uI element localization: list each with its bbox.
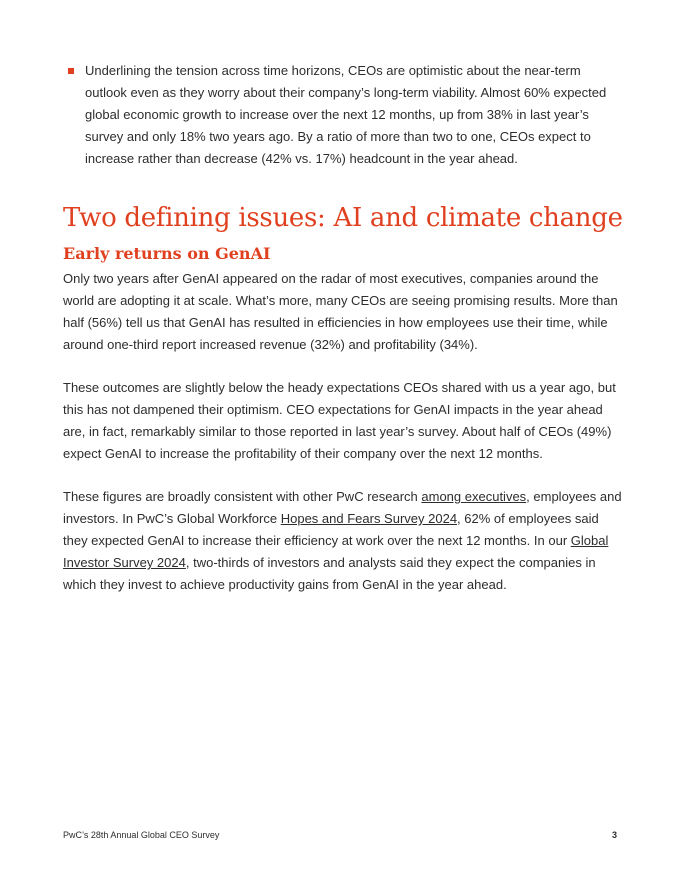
page-footer xyxy=(63,830,617,840)
paragraph-3 xyxy=(63,486,623,596)
paragraph-1: Only two years after GenAI appeared on the radar of most executives, companies around the world are adopting it at scale. What’s more, many CEOs are seeing promising results. More than half (56%) tell us that GenAI has resulted in efficiencies in how employees use their time, while around one-third report increased revenue (32%) and profitability (34%). xyxy=(63,271,618,352)
paragraph-3-text-4: , two-thirds of investors and analysts said they expect the companies in which they invest to achieve productivity gains from GenAI in the year ahead. xyxy=(63,555,596,592)
link-global-investor-survey[interactable]: Global Investor Survey 2024 xyxy=(63,533,609,570)
link-among-executives[interactable]: among executives xyxy=(421,489,527,504)
section-title: Two defining issues: AI and climate change xyxy=(63,203,623,233)
page-number: 3 xyxy=(611,830,617,840)
footer-title: PwC’s 28th Annual Global CEO Survey xyxy=(63,830,220,840)
paragraph-3-text-2: , employees and investors. In PwC’s Global Workforce xyxy=(63,489,622,526)
section-subtitle: Early returns on GenAI xyxy=(63,244,271,263)
paragraph-3-text-3: , 62% of employees said they expected GenAI to increase their efficiency at work over the next 12 months. In our xyxy=(63,511,599,548)
bullet-text: Underlining the tension across time horizons, CEOs are optimistic about the near-term outlook even as they worry about their company’s long-term viability. Almost 60% expected global economic growth to increase over the next 12 months, up from 38% in last year’s survey and only 18% two years ago. By a ratio of more than two to one, CEOs expect to increase rather than decrease (42% vs. 17%) headcount in the year ahead. xyxy=(85,63,607,166)
page-content xyxy=(63,60,623,617)
paragraph-2: These outcomes are slightly below the heady expectations CEOs shared with us a year ago, but this has not dampened their optimism. CEO expectations for GenAI impacts in the year ahead are, in fact, remarkably similar to those reported in last year’s survey. About half of CEOs (49%) expect GenAI to increase the profitability of their company over the next 12 months. xyxy=(63,380,616,461)
link-hopes-and-fears-survey[interactable]: Hopes and Fears Survey 2024 xyxy=(280,511,458,526)
bullet-item xyxy=(63,60,623,170)
paragraph-3-text-1: These figures are broadly consistent with other PwC research xyxy=(63,489,422,504)
square-bullet-icon xyxy=(68,68,74,74)
